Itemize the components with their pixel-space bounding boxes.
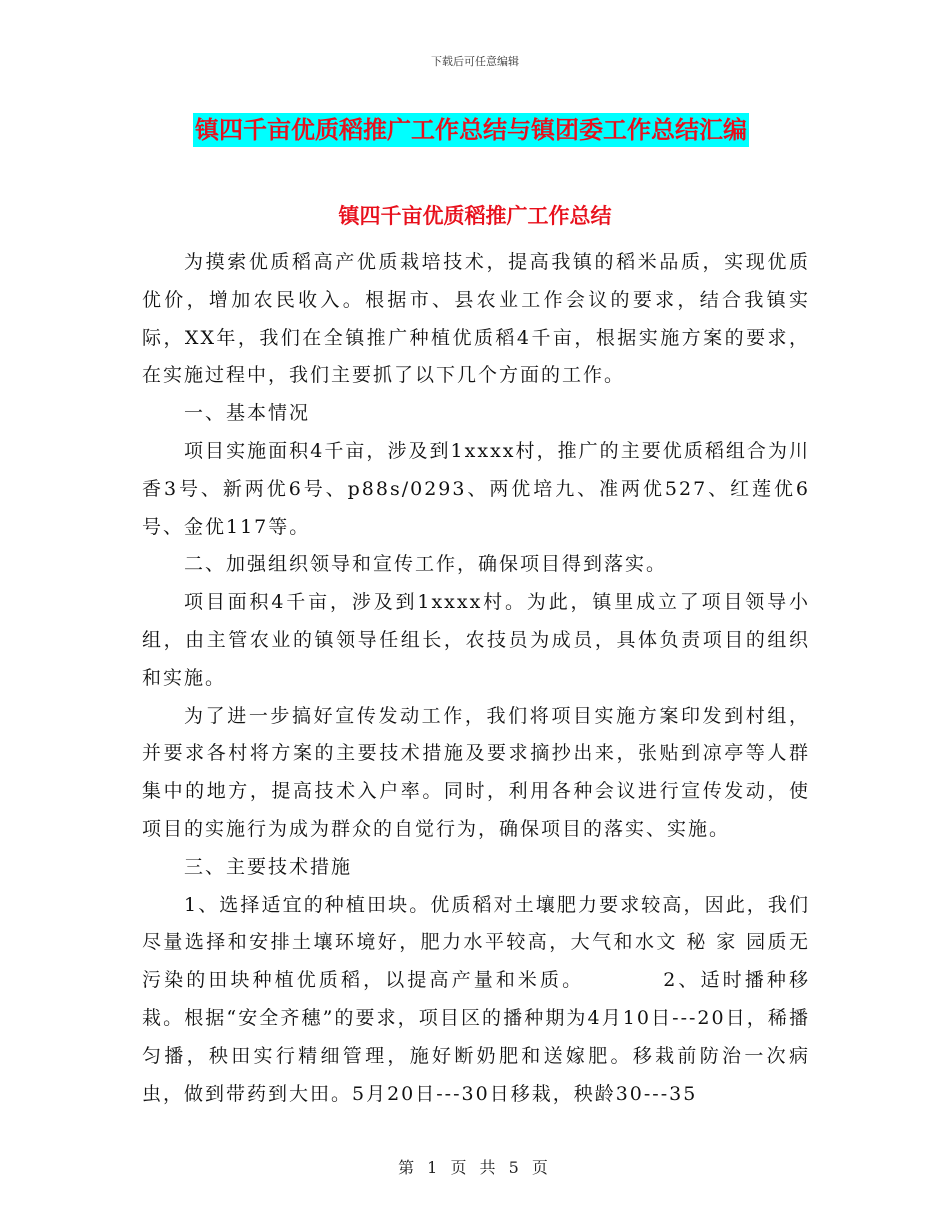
sub-title: 镇四千亩优质稻推广工作总结 <box>338 204 612 228</box>
paragraph-intro: 为摸索优质稻高产优质栽培技术，提高我镇的稻米品质，实现优质优价，增加农民收入。根据市、县农业工作会议的要求，结合我镇实际，XX年，我们在全镇推广种植优质稻4千亩，根据实施方案的要求，在实施过程中，我们主要抓了以下几个方面的工作。 <box>142 251 810 387</box>
main-title-wrap <box>193 113 749 147</box>
paragraph-basic-situation: 项目实施面积4千亩，涉及到1xxxx村，推广的主要优质稻组合为川香3号、新两优6号、p88s/0293、两优培九、准两优527、红莲优6号、金优117等。 <box>142 439 810 538</box>
header-note: 下载后可任意编辑 <box>431 55 519 68</box>
section-heading-technical-measures: 三、主要技术措施 <box>184 855 353 878</box>
section-heading-organization: 二、加强组织领导和宣传工作，确保项目得到落实。 <box>184 553 668 576</box>
paragraph-organization: 项目面积4千亩，涉及到1xxxx村。为此，镇里成立了项目领导小组，由主管农业的镇领导任组长，农技员为成员，具体负责项目的组织和实施。 <box>142 591 810 689</box>
main-title: 镇四千亩优质稻推广工作总结与镇团委工作总结汇编 <box>193 113 749 147</box>
section-heading-basic-situation: 一、基本情况 <box>184 402 311 425</box>
document-body <box>142 244 810 1113</box>
page-footer: 第 1 页 共 5 页 <box>398 1158 552 1177</box>
paragraph-technical-measures: 1、选择适宜的种植田块。优质稻对土壤肥力要求较高，因此，我们尽量选择和安排土壤环境好，肥力水平较高，大气和水文 秘 家 园质无污染的田块种植优质稻，以提高产量和米质。 2、适时播种移栽。根据“安全齐穗”的要求，项目区的播种期为4月10日---20日，稀播匀播，秧田实行精细管理，施好断奶肥和送嫁肥。移栽前防治一次病虫，做到带药到大田。5月20日---30日移栽，秧龄30---35 <box>142 893 810 1105</box>
paragraph-publicity: 为了进一步搞好宣传发动工作，我们将项目实施方案印发到村组，并要求各村将方案的主要技术措施及要求摘抄出来，张贴到凉亭等人群集中的地方，提高技术入户率。同时，利用各种会议进行宣传发动，使项目的实施行为成为群众的自觉行为，确保项目的落实、实施。 <box>142 704 810 840</box>
